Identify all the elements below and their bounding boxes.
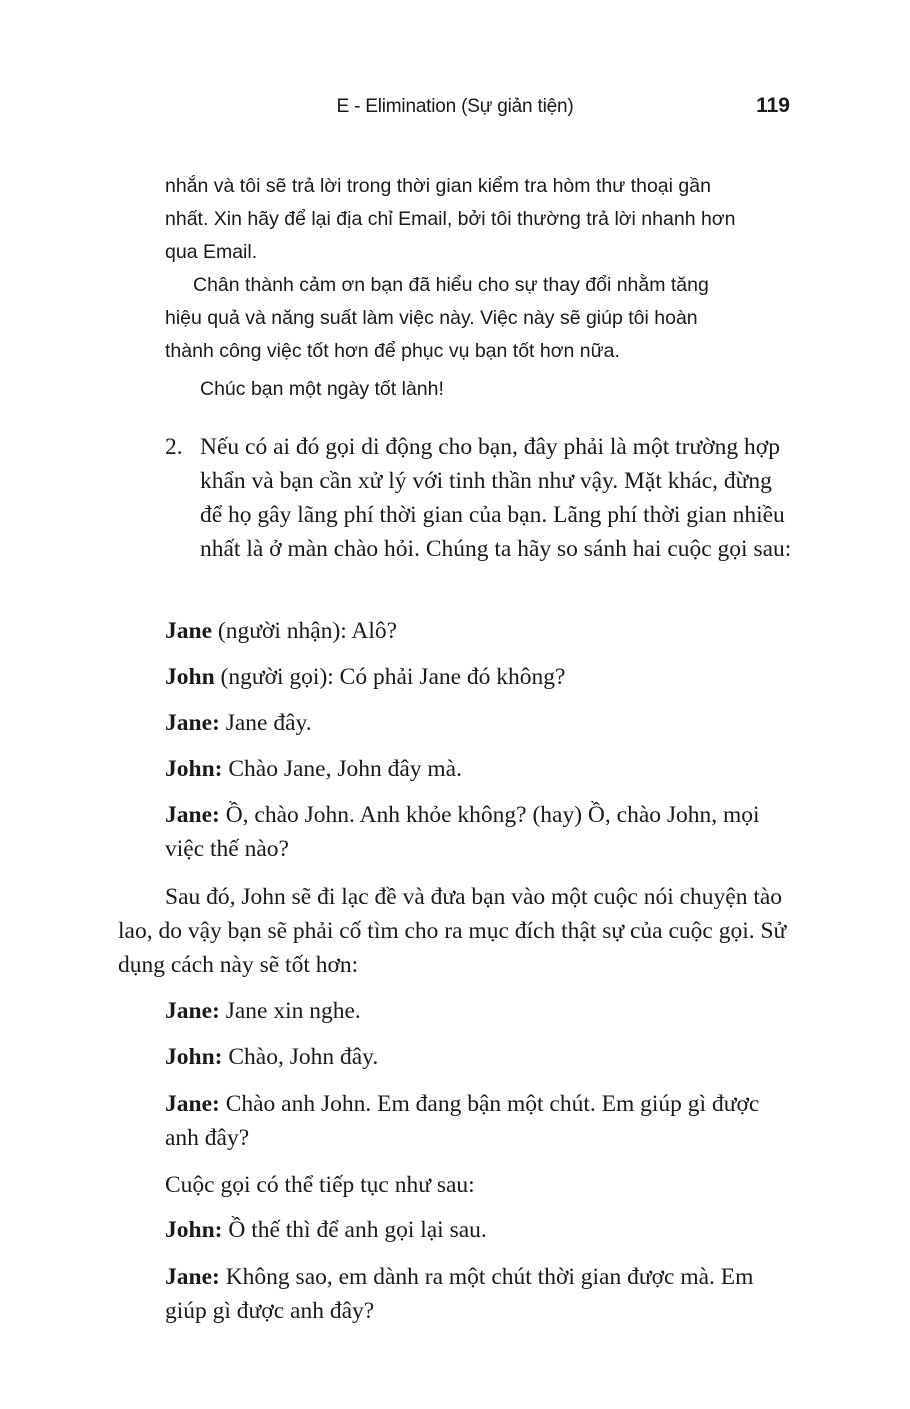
body-line: Cuộc gọi có thể tiếp tục như sau: <box>165 1172 475 1198</box>
speaker-name: Jane: <box>165 802 220 828</box>
page-number: 119 <box>756 94 790 117</box>
dialog-line: John: Chào, John đây. <box>165 1044 379 1070</box>
dialog-line: Jane: Không sao, em dành ra một chút thời gian được mà. Em giúp gì được anh đây? <box>165 1264 754 1324</box>
list-item-text: Nếu có ai đó gọi di động cho bạn, đây phải là một trường hợp khẩn và bạn cần xử lý với tinh thần như vậy. Mặt khác, đừng để họ gây lãng phí thời gian của bạn. Lãng phí thời gian nhiều nhất là ở màn chào hỏi. Chúng ta hãy so sánh hai cuộc gọi sau: <box>200 434 792 562</box>
speaker-name: Jane: <box>165 710 220 736</box>
speaker-name: John: <box>165 756 223 782</box>
speaker-name: Jane <box>165 618 212 644</box>
dialog-line: John: Chào Jane, John đây mà. <box>165 756 462 782</box>
email-paragraph-1: nhắn và tôi sẽ trả lời trong thời gian kiểm tra hòm thư thoại gần nhất. Xin hãy để lại địa chỉ Email, bởi tôi thường trả lời nhanh hơn qua Email. <box>165 175 736 263</box>
speaker-name: John <box>165 664 215 690</box>
dialog-line: Jane (người nhận): Alô? <box>165 618 398 644</box>
dialog-line: Jane: Chào anh John. Em đang bận một chút. Em giúp gì được anh đây? <box>165 1091 760 1151</box>
dialog-line: Jane: Jane đây. <box>165 710 312 736</box>
email-signoff: Chúc bạn một ngày tốt lành! <box>200 378 444 400</box>
dialog-line: John: Ồ thế thì để anh gọi lại sau. <box>165 1217 487 1243</box>
email-paragraph-2: Chân thành cảm ơn bạn đã hiểu cho sự thay đổi nhằm tăng hiệu quả và năng suất làm việc này. Việc này sẽ giúp tôi hoàn thành công việc tốt hơn để phục vụ bạn tốt hơn nữa. <box>165 274 709 362</box>
dialog-line: Jane: Jane xin nghe. <box>165 998 361 1024</box>
speaker-name: John: <box>165 1217 223 1243</box>
running-header-title: E - Elimination (Sự giản tiện) <box>336 96 574 117</box>
dialog-line: Jane: Ồ, chào John. Anh khỏe không? (hay) Ồ, chào John, mọi việc thế nào? <box>165 802 760 862</box>
speaker-name: Jane: <box>165 998 220 1024</box>
speaker-name: John: <box>165 1044 223 1070</box>
dialog-line: John (người gọi): Có phải Jane đó không? <box>165 664 566 690</box>
speaker-name: Jane: <box>165 1264 220 1290</box>
body-paragraph: Sau đó, John sẽ đi lạc đề và đưa bạn vào một cuộc nói chuyện tào lao, do vậy bạn sẽ phải cố tìm cho ra mục đích thật sự của cuộc gọi. Sử dụng cách này sẽ tốt hơn: <box>118 884 787 978</box>
list-number: 2. <box>165 434 183 460</box>
speaker-name: Jane: <box>165 1091 220 1117</box>
